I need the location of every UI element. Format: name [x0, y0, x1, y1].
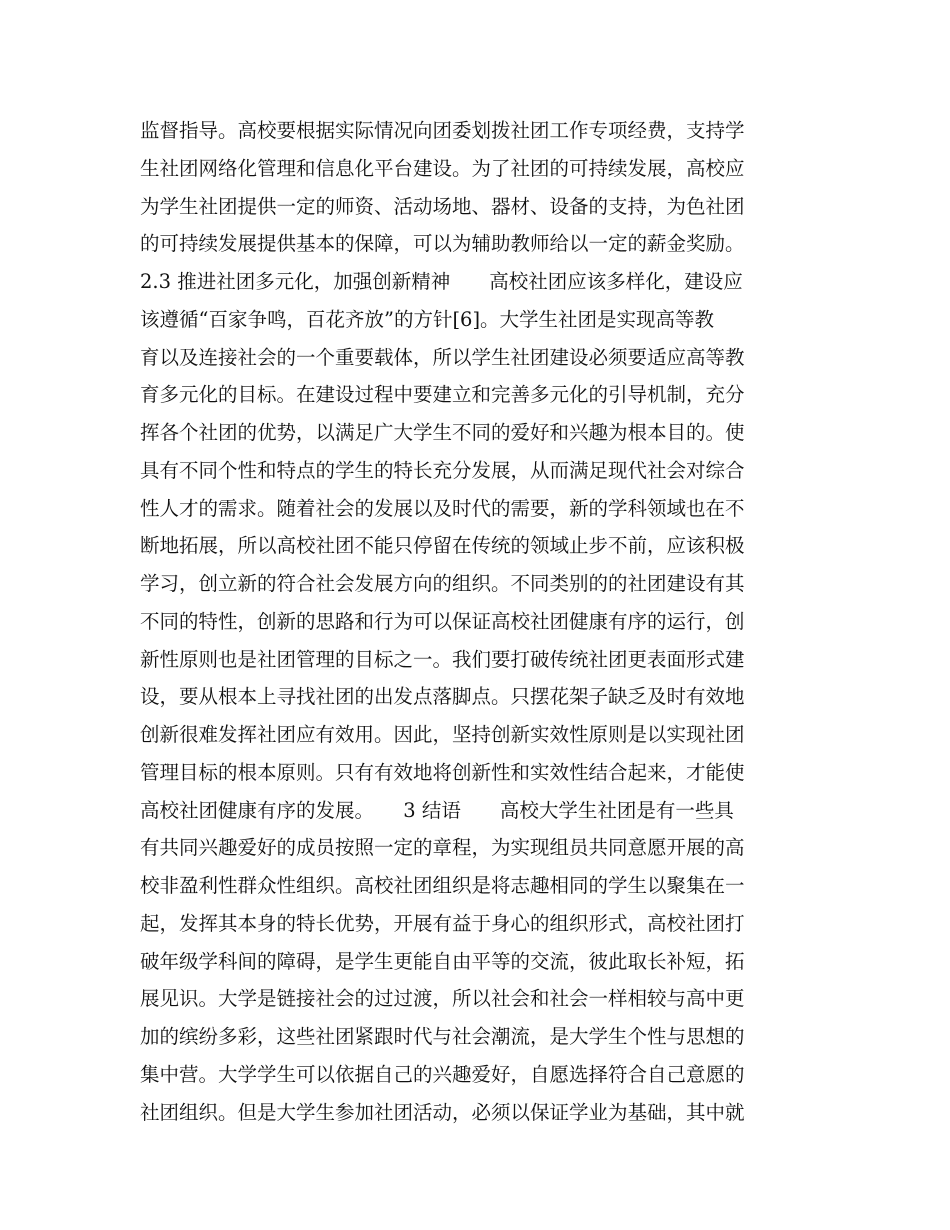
- text-line: 管理目标的根本原则。只有有效地将创新性和实效性结合起来，才能使: [140, 760, 745, 784]
- text-line: 加的缤纷多彩，这些社团紧跟时代与社会潮流，是大学生个性与思想的: [140, 1025, 745, 1048]
- section-heading-line: 2.3 推进社团多元化，加强创新精神 高校社团应该多样化，建设应: [140, 270, 743, 293]
- text-line: 性人才的需求。随着社会的发展以及时代的需要，新的学科领域也在不: [140, 496, 745, 520]
- text-line: 该遵循“百家争鸣，百花齐放”的方针[6]。大学生社团是实现高等教: [140, 307, 715, 331]
- text-line: 校非盈利性群众性组织。高校社团组织是将志趣相同的学生以聚集在一: [140, 874, 745, 897]
- text-line: 育多元化的目标。在建设过程中要建立和完善多元化的引导机制，充分: [140, 383, 745, 407]
- text-line: 为学生社团提供一定的师资、活动场地、器材、设备的支持，为色社团: [140, 194, 745, 218]
- text-line: 具有不同个性和特点的学生的特长充分发展，从而满足现代社会对综合: [140, 458, 745, 482]
- text-line: 新性原则也是社团管理的目标之一。我们要打破传统社团更表面形式建: [140, 647, 745, 671]
- text-line: 育以及连接社会的一个重要载体，所以学生社团建设必须要适应高等教: [140, 345, 745, 369]
- text-line: 的可持续发展提供基本的保障，可以为辅助教师给以一定的薪金奖励。: [140, 232, 745, 256]
- text-line: 设，要从根本上寻找社团的出发点落脚点。只摆花架子缺乏及时有效地: [140, 685, 745, 709]
- text-line: 起，发挥其本身的特长优势，开展有益于身心的组织形式，高校社团打: [140, 911, 745, 935]
- body-text: [140, 112, 820, 1131]
- text-line: 社团组织。但是大学生参加社团活动，必须以保证学业为基础，其中就: [140, 1100, 745, 1124]
- text-line: 有共同兴趣爱好的成员按照一定的章程，为实现组员共同意愿开展的高: [140, 836, 745, 860]
- section-heading-line: 高校社团健康有序的发展。 3 结语 高校大学生社团是有一些具: [140, 798, 734, 822]
- text-line: 不同的特性，创新的思路和行为可以保证高校社团健康有序的运行，创: [140, 609, 745, 633]
- text-line: 学习，创立新的符合社会发展方向的组织。不同类别的的社团建设有其: [140, 572, 745, 595]
- text-line: 监督指导。高校要根据实际情况向团委划拨社团工作专项经费，支持学: [140, 119, 745, 142]
- text-line: 破年级学科间的障碍，是学生更能自由平等的交流，彼此取长补短，拓: [140, 949, 745, 973]
- text-line: 挥各个社团的优势，以满足广大学生不同的爱好和兴趣为根本目的。使: [140, 421, 745, 444]
- text-line: 集中营。大学学生可以依据自己的兴趣爱好，自愿选择符合自己意愿的: [140, 1062, 745, 1086]
- text-line: 展见识。大学是链接社会的过过渡，所以社会和社会一样相较与高中更: [140, 987, 745, 1011]
- text-line: 生社团网络化管理和信息化平台建设。为了社团的可持续发展，高校应: [140, 156, 745, 180]
- text-line: 断地拓展，所以高校社团不能只停留在传统的领域止步不前，应该积极: [140, 534, 745, 558]
- text-line: 创新很难发挥社团应有效用。因此，坚持创新实效性原则是以实现社团: [140, 723, 745, 746]
